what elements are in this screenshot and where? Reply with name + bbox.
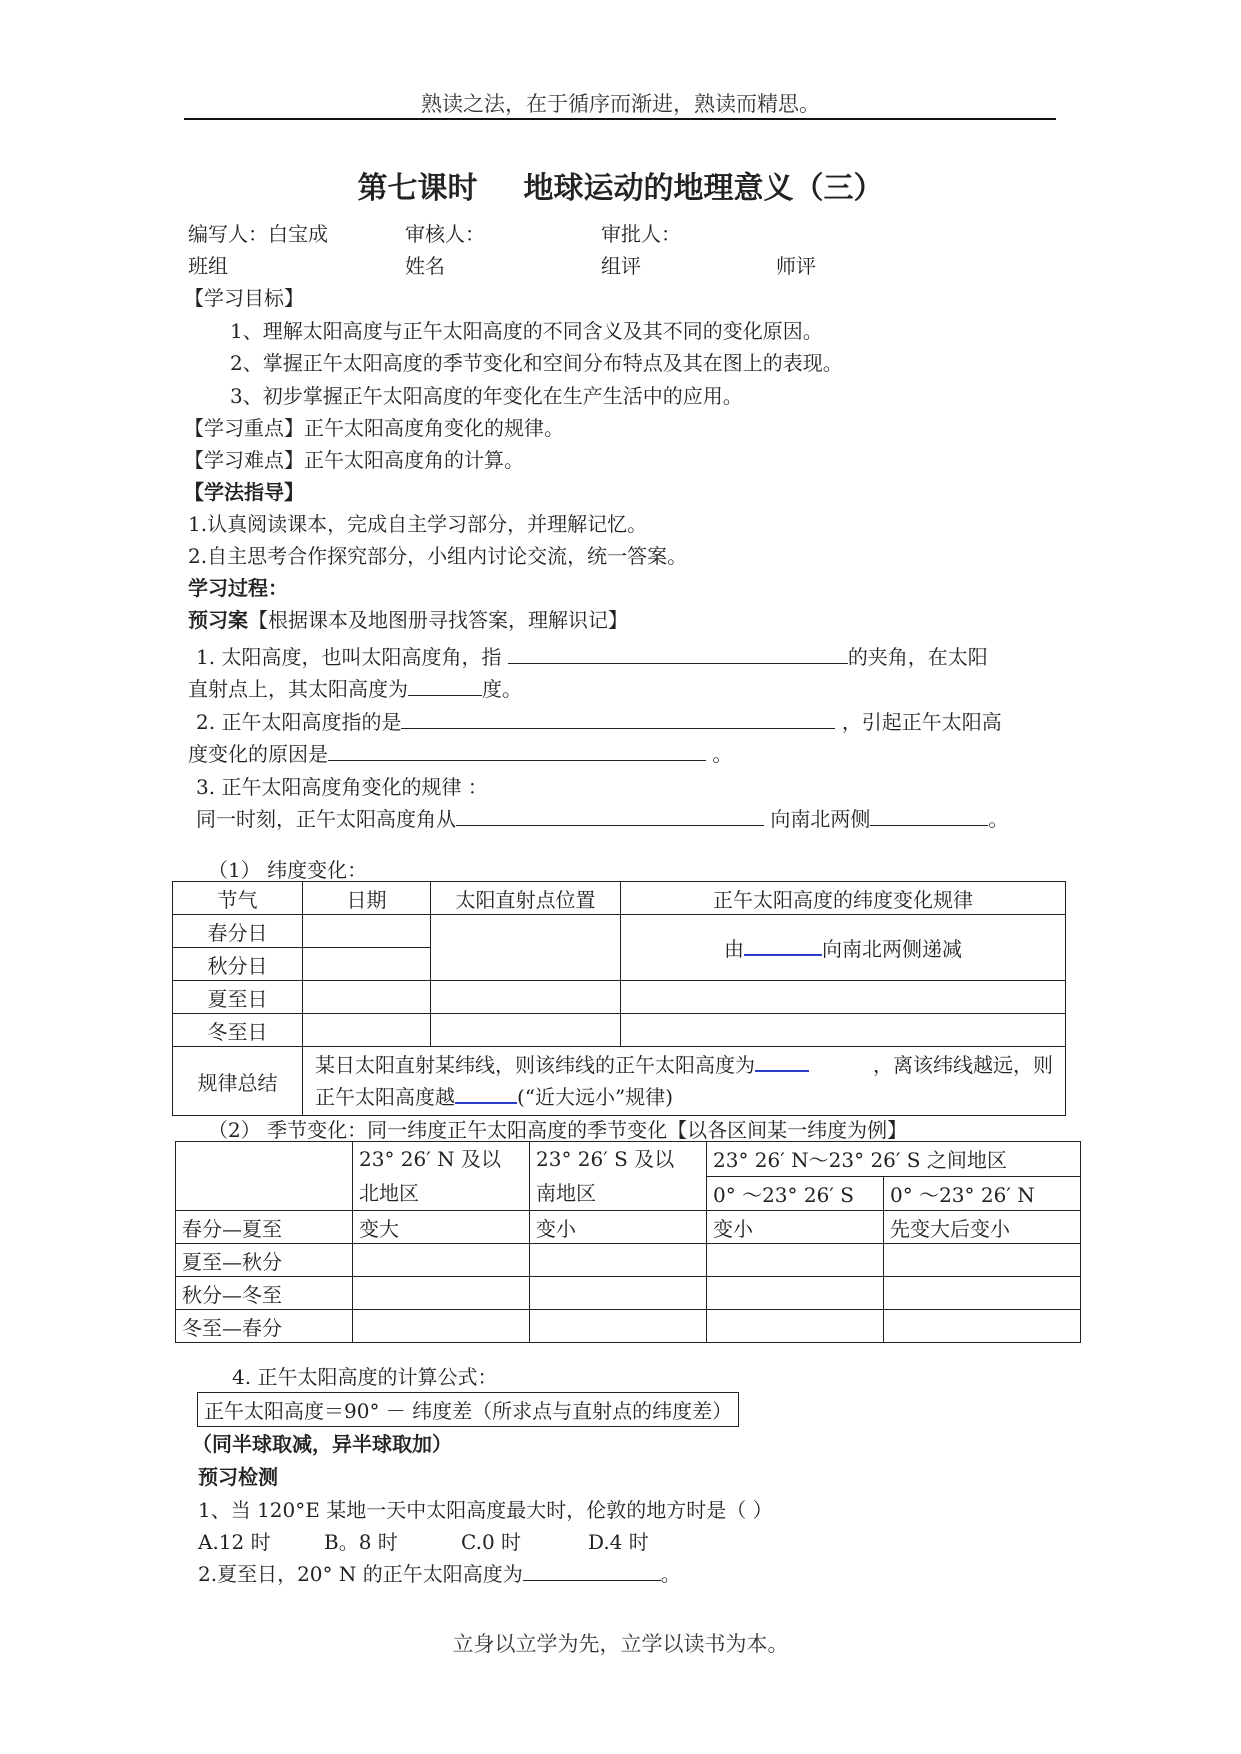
check-question-2 [198, 1558, 681, 1587]
th-north-region [353, 1142, 530, 1211]
season-cell: 先变大后变小 [884, 1211, 1081, 1244]
answer-cell[interactable] [431, 1014, 621, 1047]
equinox-rule-cell [621, 915, 1066, 981]
season-table [175, 1141, 1081, 1343]
th-between-region: 23° 26′ N～23° 26′ S 之间地区 [707, 1142, 1081, 1177]
q2-check-text-b: 。 [660, 1562, 681, 1586]
objectives-heading: 【学习目标】 [184, 286, 304, 310]
question-2-line1 [196, 706, 1002, 735]
q1-text-b: 的夹角，在太阳 [847, 645, 988, 669]
season-cell[interactable] [353, 1277, 530, 1310]
latitude-table [172, 881, 1066, 1116]
row-label: 秋分日 [173, 948, 303, 981]
th-solar-term: 节气 [173, 882, 303, 915]
q2-blank-2[interactable] [328, 740, 706, 761]
objective-item: 3、初步掌握正午太阳高度的年变化在生产生活中的应用。 [230, 384, 743, 408]
summary-line-2 [315, 1081, 1053, 1113]
question-3-heading: 3. 正午太阳高度角变化的规律 ： [196, 775, 488, 799]
season-cell[interactable] [530, 1277, 707, 1310]
corner-cell [176, 1142, 353, 1211]
season-cell[interactable] [353, 1244, 530, 1277]
season-cell[interactable] [353, 1310, 530, 1343]
title-part2: 地球运动的地理意义（三） [523, 171, 884, 206]
objective-item: 1、理解太阳高度与正午太阳高度的不同含义及其不同的变化原因。 [230, 319, 823, 343]
th-sub-north: 0° ～23° 26′ N [884, 1176, 1081, 1211]
approver: 审批人： [601, 222, 681, 246]
q2-check-text-a: 2.夏至日，20° N 的正午太阳高度为 [198, 1562, 523, 1586]
south-line1: 23° 26′ S 及以 [536, 1147, 675, 1171]
season-cell[interactable] [884, 1277, 1081, 1310]
q1-blank-1[interactable] [508, 643, 848, 664]
class-group: 班组 [188, 254, 228, 278]
row-label: 春分日 [173, 915, 303, 948]
summary-cell [303, 1047, 1066, 1116]
check-question-1: 1、当 120°E 某地一天中太阳高度最大时，伦敦的地方时是（ ） [198, 1498, 773, 1522]
season-cell[interactable] [707, 1310, 884, 1343]
q3-blank-2[interactable] [870, 805, 988, 826]
question-3-line [196, 803, 1008, 832]
method-item: 2.自主思考合作探究部分，小组内讨论交流，统一答案。 [188, 544, 688, 568]
th-direct-point: 太阳直射点位置 [431, 882, 621, 915]
option-c[interactable]: C.0 时 [461, 1530, 522, 1554]
question-2-line2 [188, 738, 732, 767]
check-heading: 预习检测 [198, 1465, 278, 1489]
method-heading: 【学法指导】 [184, 480, 304, 504]
answer-cell[interactable] [303, 1014, 431, 1047]
title-part1: 第七课时 [357, 171, 478, 206]
answer-cell[interactable] [431, 915, 621, 981]
period-label: 春分—夏至 [176, 1211, 353, 1244]
preview-line [188, 604, 628, 633]
season-cell[interactable] [530, 1310, 707, 1343]
q3-text-b: 同一时刻，正午太阳高度角从 [196, 807, 456, 831]
th-date: 日期 [303, 882, 431, 915]
method-item: 1.认真阅读课本，完成自主学习部分，并理解记忆。 [188, 512, 648, 536]
row-label: 冬至日 [173, 1014, 303, 1047]
period-label: 秋分—冬至 [176, 1277, 353, 1310]
north-line1: 23° 26′ N 及以 [359, 1147, 502, 1171]
reviewer: 审核人： [405, 222, 485, 246]
th-sub-south: 0° ～23° 26′ S [707, 1176, 884, 1211]
option-b[interactable]: B。8 时 [324, 1530, 398, 1554]
preview-label: 预习案 [188, 608, 248, 632]
season-cell: 变小 [530, 1211, 707, 1244]
north-line2: 北地区 [359, 1181, 419, 1205]
page-header: 熟读之法，在于循序而渐进，熟读而精思。 [421, 92, 820, 116]
summary-label: 规律总结 [173, 1047, 303, 1116]
q2-text-c: 度变化的原因是 [188, 742, 328, 766]
key-point: 【学习重点】正午太阳高度角变化的规律。 [184, 416, 564, 440]
answer-cell[interactable] [303, 915, 431, 948]
q1-text-a: 1. 太阳高度，也叫太阳高度角，指 [196, 645, 502, 669]
summary-blank-1[interactable] [755, 1050, 809, 1072]
student-name: 姓名 [405, 254, 445, 278]
answer-cell[interactable] [431, 981, 621, 1014]
summary-text-b: ，离该纬线越远，则 [873, 1053, 1053, 1077]
formula-label: 4. 正午太阳高度的计算公式： [232, 1365, 498, 1389]
summary-text-a: 某日太阳直射某纬线，则该纬线的正午太阳高度为 [315, 1053, 755, 1077]
q2-text-b: ，引起正午太阳高 [841, 710, 1002, 734]
page-title [0, 163, 1241, 207]
q1-text-d: 度。 [482, 677, 522, 701]
row-label: 夏至日 [173, 981, 303, 1014]
season-cell: 变小 [707, 1211, 884, 1244]
q3-text-c: 向南北两侧 [770, 807, 871, 831]
preview-note: 【根据课本及地图册寻找答案，理解识记】 [248, 608, 628, 632]
season-cell[interactable] [707, 1277, 884, 1310]
period-label: 冬至—春分 [176, 1310, 353, 1343]
process-heading: 学习过程： [188, 576, 288, 600]
rule-text-b: 向南北两侧递减 [822, 937, 962, 961]
header-divider [184, 118, 1056, 120]
answer-cell[interactable] [621, 981, 1066, 1014]
q1-text-c: 直射点上，其太阳高度为 [188, 677, 408, 701]
formula-note: （同半球取减，异半球取加） [192, 1432, 452, 1456]
question-1-line2 [188, 673, 522, 702]
season-cell[interactable] [884, 1244, 1081, 1277]
formula-box: 正午太阳高度＝90° － 纬度差（所求点与直射点的纬度差） [197, 1392, 739, 1427]
answer-cell[interactable] [621, 1014, 1066, 1047]
answer-cell[interactable] [303, 981, 431, 1014]
q2-text-d: 。 [712, 742, 733, 766]
difficulty: 【学习难点】正午太阳高度角的计算。 [184, 448, 524, 472]
q1-blank-2[interactable] [408, 675, 482, 696]
group-eval: 组评 [601, 254, 641, 278]
summary-line-1 [315, 1049, 1053, 1081]
season-cell[interactable] [530, 1244, 707, 1277]
rule-text-a: 由 [724, 937, 744, 961]
author: 编写人：白宝成 [188, 222, 328, 246]
season-cell: 变大 [353, 1211, 530, 1244]
period-label: 夏至—秋分 [176, 1244, 353, 1277]
season-cell[interactable] [707, 1244, 884, 1277]
th-south-region [530, 1142, 707, 1211]
q2-blank-1[interactable] [401, 708, 835, 729]
q3-text-d: 。 [988, 807, 1009, 831]
summary-text-c: 正午太阳高度越 [315, 1085, 455, 1109]
equinox-blank[interactable] [744, 934, 822, 956]
option-a[interactable]: A.12 时 [198, 1530, 271, 1554]
answer-cell[interactable] [303, 948, 431, 981]
option-d[interactable]: D.4 时 [588, 1530, 649, 1554]
season-cell[interactable] [884, 1310, 1081, 1343]
q2-text-a: 2. 正午太阳高度指的是 [196, 710, 402, 734]
summary-text-d: (“近大远小”规律) [517, 1085, 674, 1109]
objective-item: 2、掌握正午太阳高度的季节变化和空间分布特点及其在图上的表现。 [230, 351, 843, 375]
page-footer: 立身以立学为先，立学以读书为本。 [452, 1632, 789, 1656]
latitude-change-label: （1） 纬度变化： [208, 858, 368, 882]
question-1-line1 [196, 641, 988, 670]
th-rule: 正午太阳高度的纬度变化规律 [621, 882, 1066, 915]
teacher-eval: 师评 [776, 254, 816, 278]
south-line2: 南地区 [536, 1181, 596, 1205]
q3-blank-1[interactable] [456, 805, 764, 826]
check-q2-blank[interactable] [523, 1560, 661, 1581]
summary-blank-2[interactable] [455, 1082, 517, 1104]
season-change-label: （2） 季节变化：同一纬度正午太阳高度的季节变化【以各区间某一纬度为例】 [208, 1118, 908, 1142]
